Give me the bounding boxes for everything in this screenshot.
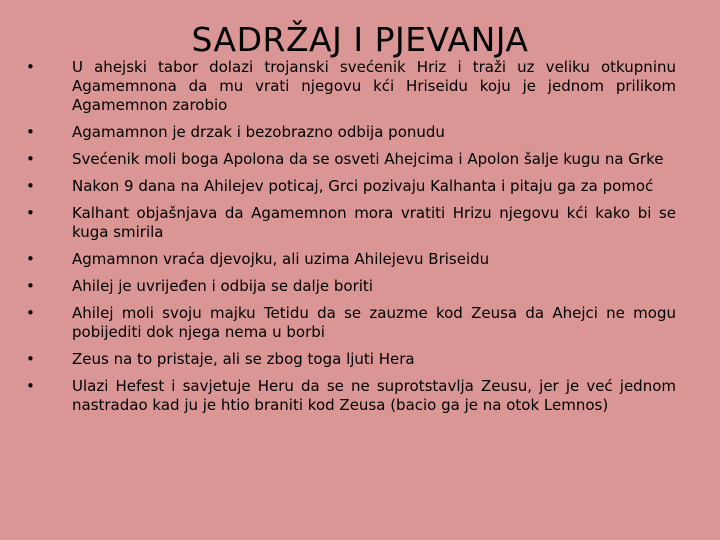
bullet-dot: • [26,304,35,322]
bullet-dot: • [26,204,35,222]
bullet-text: Ulazi Hefest i savjetuje Heru da se ne suprotstavlja Zeusu, jer je već jednom nastradao kad ju je htio braniti kod Zeusa (bacio ga je na otok Lemnos) [72,377,676,414]
bullet-list [26,58,676,423]
bullet-dot: • [26,123,35,141]
bullet-text: U ahejski tabor dolazi trojanski svećenik Hriz i traži uz veliku otkupninu Agamemnona da mu vrati njegovu kći Hriseidu koju je jednom prilikom Agamemnon zarobio [72,58,676,114]
bullet-item [26,204,676,242]
bullet-item [26,58,676,115]
bullet-dot: • [26,177,35,195]
bullet-text: Kalhant objašnjava da Agamemnon mora vratiti Hrizu njegovu kći kako bi se kuga smirila [72,204,676,241]
bullet-item [26,150,676,169]
bullet-dot: • [26,58,35,76]
bullet-dot: • [26,350,35,368]
bullet-item [26,350,676,369]
bullet-text: Nakon 9 dana na Ahilejev poticaj, Grci pozivaju Kalhanta i pitaju ga za pomoć [72,177,654,195]
bullet-item [26,377,676,415]
bullet-dot: • [26,250,35,268]
bullet-item [26,250,676,269]
bullet-dot: • [26,277,35,295]
bullet-item [26,123,676,142]
bullet-text: Svećenik moli boga Apolona da se osveti Ahejcima i Apolon šalje kugu na Grke [72,150,664,168]
bullet-text: Zeus na to pristaje, ali se zbog toga ljuti Hera [72,350,415,368]
bullet-text: Agmamnon vraća djevojku, ali uzima Ahilejevu Briseidu [72,250,490,268]
slide-title: SADRŽAJ I PJEVANJA [191,20,529,59]
bullet-text: Ahilej moli svoju majku Tetidu da se zauzme kod Zeusa da Ahejci ne mogu pobijediti dok njega nema u borbi [72,304,676,341]
bullet-item [26,304,676,342]
bullet-dot: • [26,377,35,395]
bullet-dot: • [26,150,35,168]
bullet-text: Ahilej je uvrijeđen i odbija se dalje boriti [72,277,373,295]
bullet-item [26,177,676,196]
bullet-text: Agamamnon je drzak i bezobrazno odbija ponudu [72,123,445,141]
bullet-item [26,277,676,296]
